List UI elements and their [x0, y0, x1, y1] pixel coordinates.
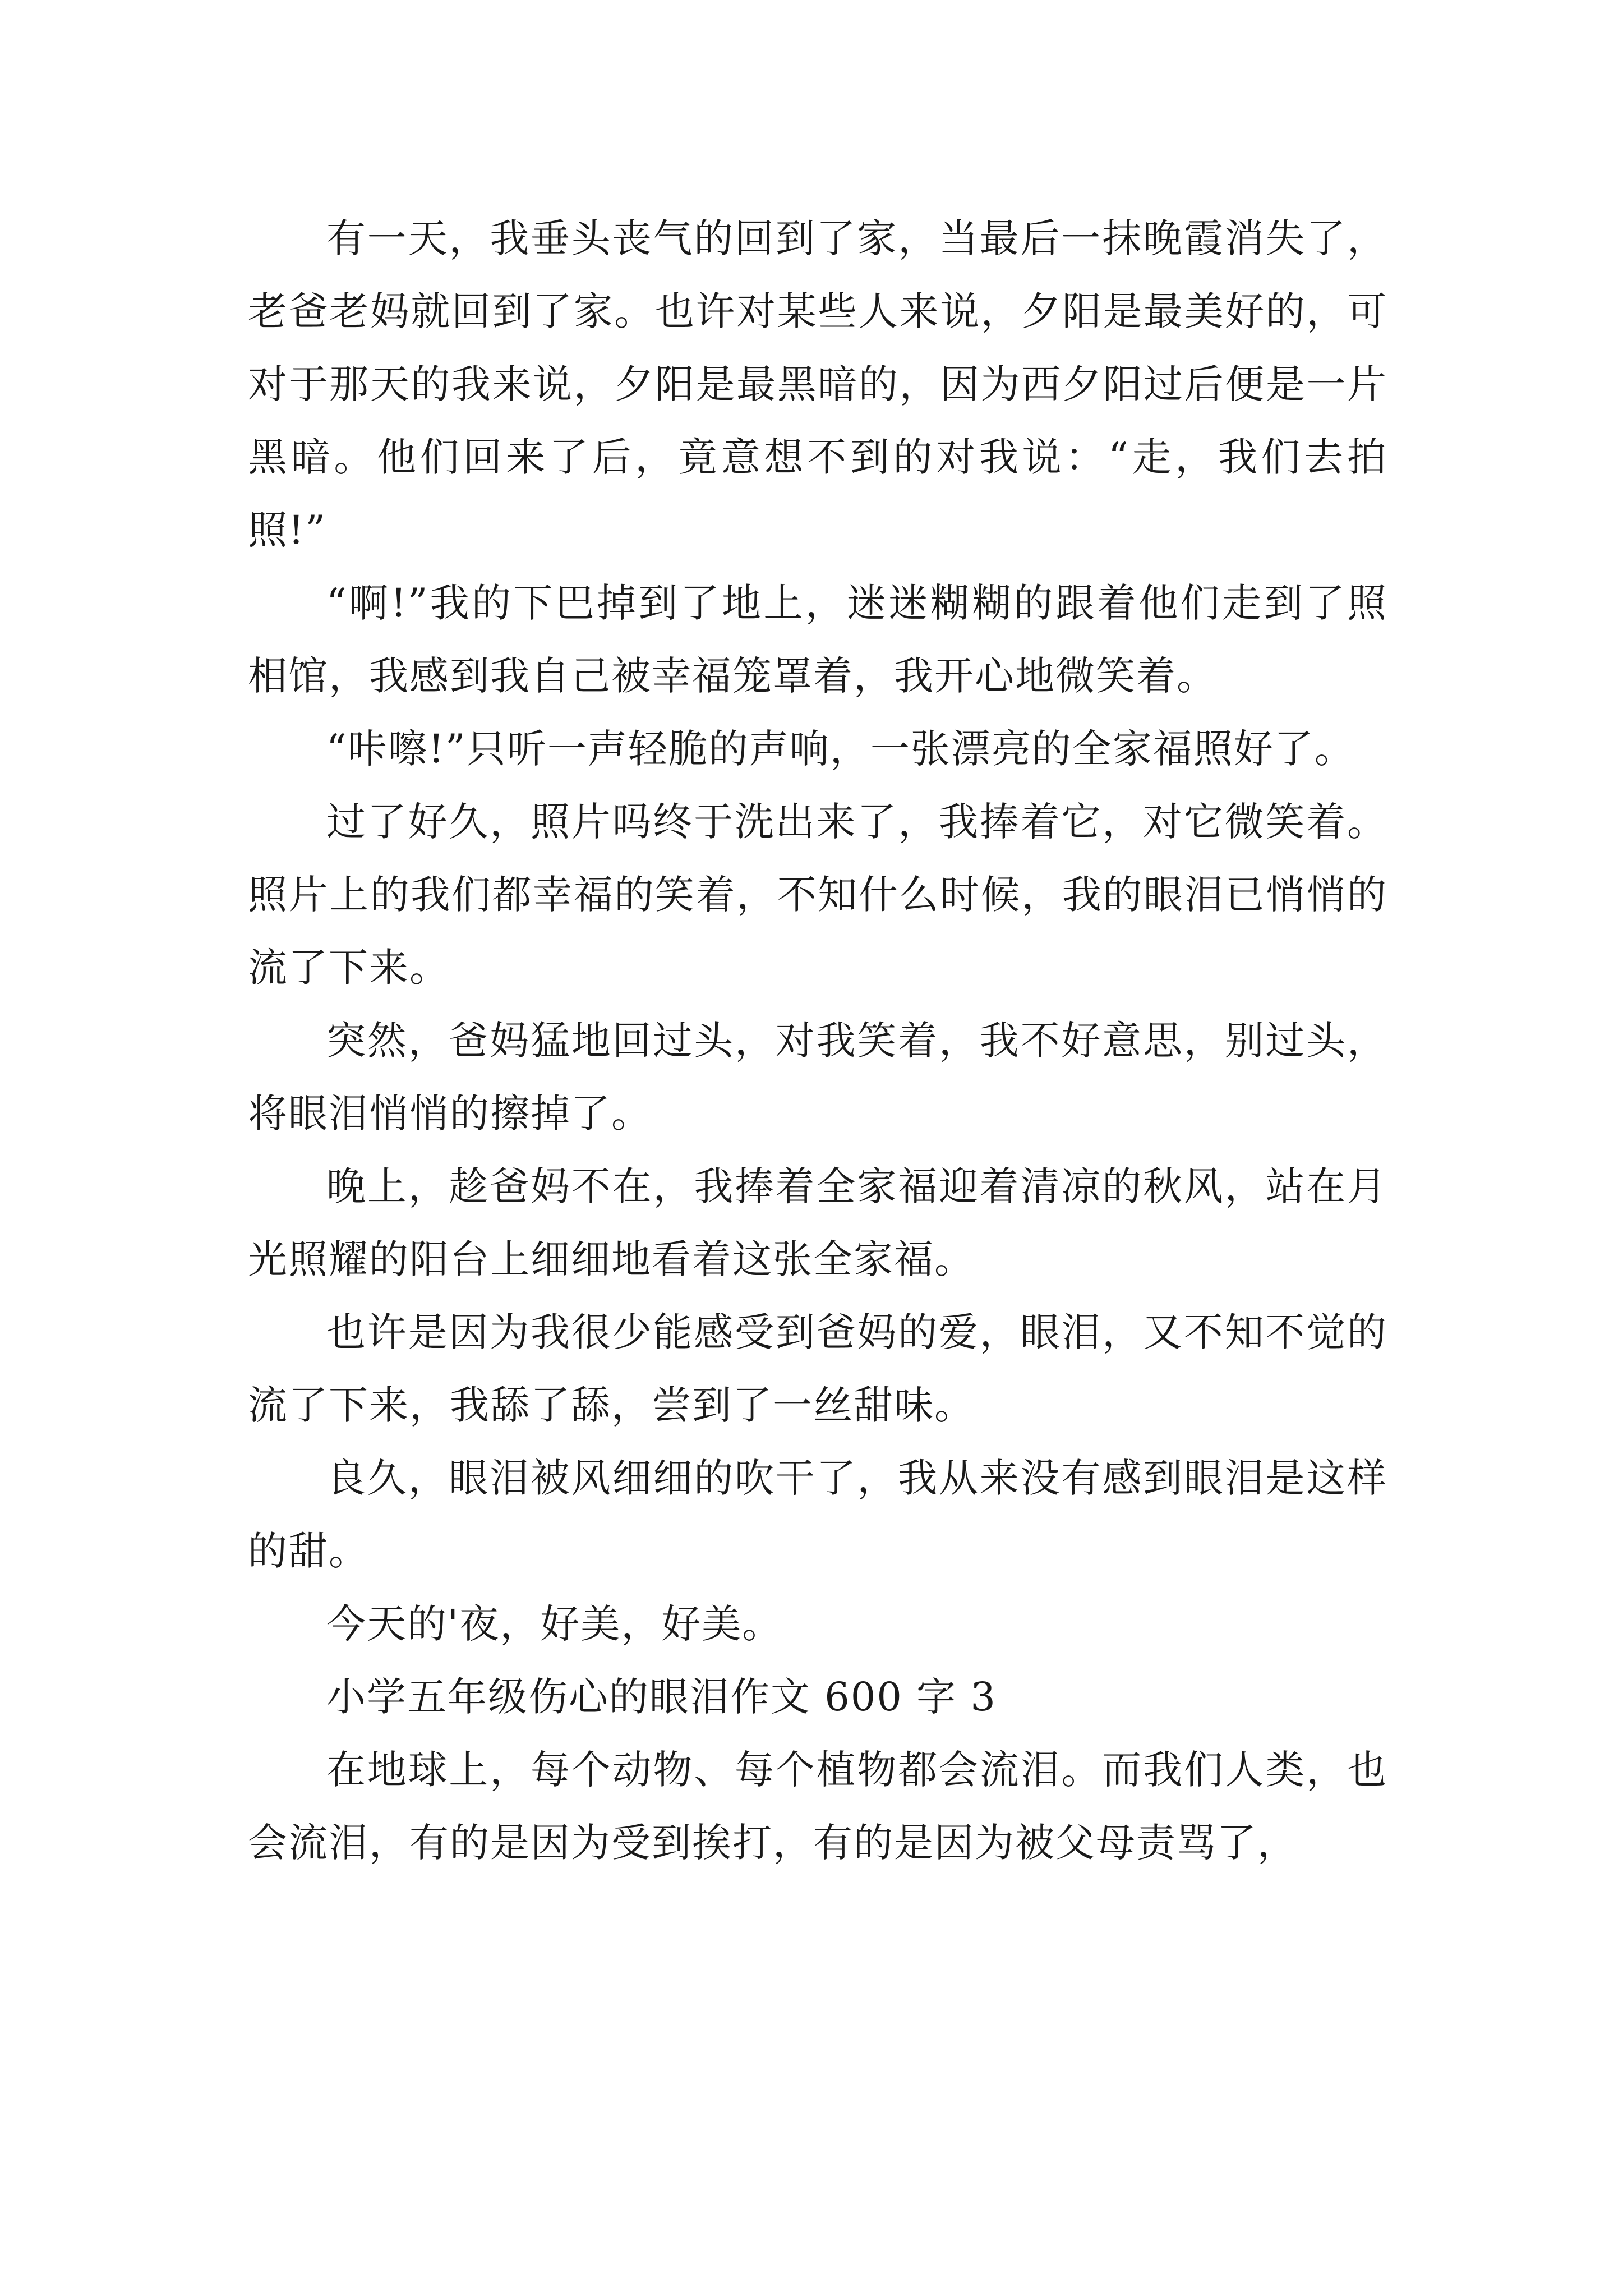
paragraph: “咔嚓!”只听一声轻脆的声响，一张漂亮的全家福照好了。 — [326, 726, 1355, 772]
paragraph: 突然，爸妈猛地回过头，对我笑着，我不好意思，别过头，将眼泪悄悄的擦掉了。 — [248, 1018, 1387, 1137]
paragraph: 良久，眼泪被风细细的吹干了，我从来没有感到眼泪是这样的甜。 — [248, 1455, 1387, 1574]
section-heading: 小学五年级伤心的眼泪作文 600 字 3 — [326, 1674, 997, 1720]
paragraph: 晚上，趁爸妈不在，我捧着全家福迎着清凉的秋风，站在月光照耀的阳台上细细地看着这张全家福。 — [248, 1163, 1387, 1282]
paragraph: 在地球上，每个动物、每个植物都会流泪。而我们人类，也会流泪，有的是因为受到挨打，有的是因为被父母责骂了， — [248, 1747, 1387, 1866]
document-body — [248, 202, 1387, 1879]
paragraph: 有一天，我垂头丧气的回到了家，当最后一抹晚霞消失了，老爸老妈就回到了家。也许对某些人来说，夕阳是最美好的，可对于那天的我来说，夕阳是最黑暗的，因为西夕阳过后便是一片黑暗。他们回来了后，竟意想不到的对我说：“走，我们去拍照!” — [248, 215, 1387, 553]
paragraph: 今天的'夜，好美，好美。 — [326, 1601, 783, 1647]
paragraph: 也许是因为我很少能感受到爸妈的爱，眼泪，又不知不觉的流了下来，我舔了舔，尝到了一丝甜味。 — [248, 1309, 1387, 1428]
paragraph: “啊!”我的下巴掉到了地上，迷迷糊糊的跟着他们走到了照相馆，我感到我自己被幸福笼罩着，我开心地微笑着。 — [248, 580, 1387, 699]
paragraph: 过了好久，照片吗终于洗出来了，我捧着它，对它微笑着。照片上的我们都幸福的笑着，不知什么时候，我的眼泪已悄悄的流了下来。 — [248, 799, 1387, 991]
